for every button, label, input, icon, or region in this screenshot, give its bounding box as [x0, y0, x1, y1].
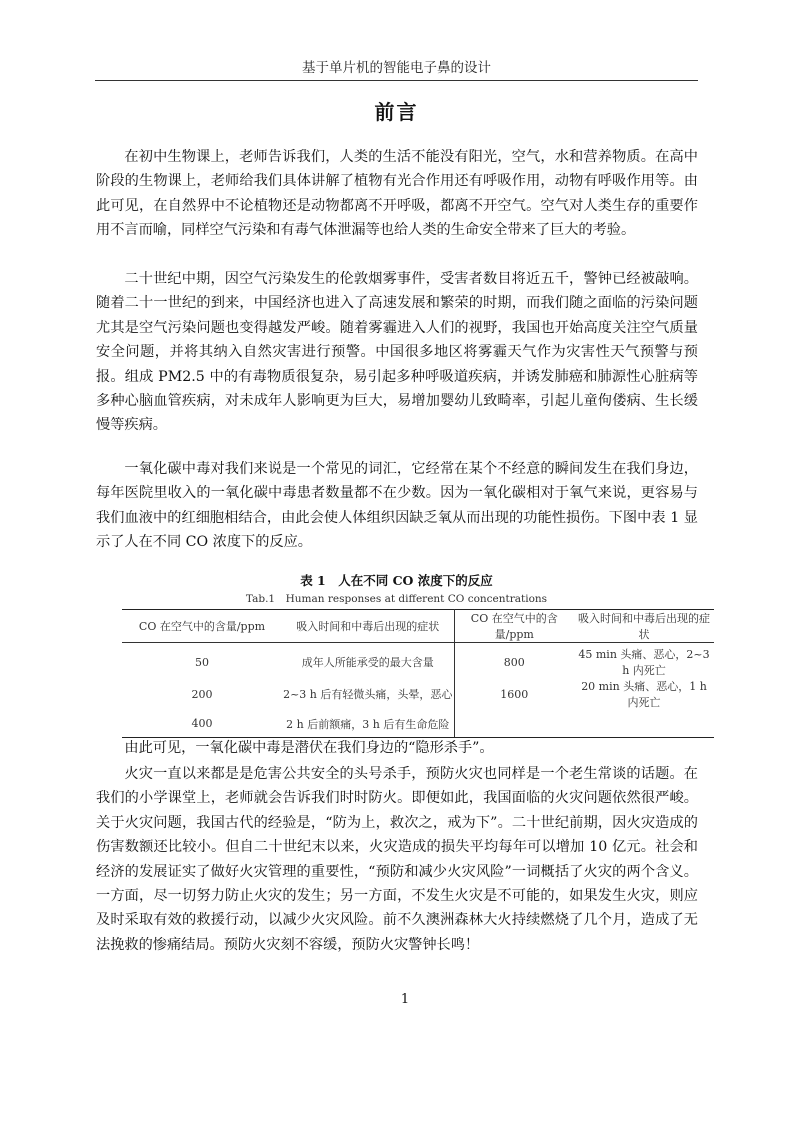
table-caption-en: Tab.1 Human responses at different CO concentrations — [245, 593, 548, 605]
header-symptoms-left: 吸入时间和中毒后出现的症状 — [282, 610, 454, 643]
table-cell: 2 h 后前额痛，3 h 后有生命危险 — [282, 710, 454, 738]
table-row — [122, 710, 714, 738]
paragraph-invisible-killer: 由此可见，一氧化碳中毒是潜伏在我们身边的“隐形杀手”。 — [124, 740, 494, 756]
co-response-table — [122, 609, 714, 738]
table-cell: 400 — [122, 710, 282, 738]
header-co-content-left: CO 在空气中的含量/ppm — [122, 610, 282, 643]
paragraph-air-pollution: 二十世纪中期，因空气污染发生的伦敦烟雾事件，受害者数目将近五千，警钟已经被敲响。随着二十一世纪的到来，中国经济也进入了高速发展和繁荣的时期，而我们随之面临的污染问题尤其是空气污染问题也变得越发严峻。随着雾霾进入人们的视野，我国也开始高度关注空气质量安全问题，并将其纳入自然灾害进行预警。中国很多地区将雾霾天气作为灾害性天气预警与预报。组成 PM2.5 中的有毒物质很复杂，易引起多种呼吸道疾病，并诱发肺癌和肺源性心脏病等多种心脑血管疾病，对未成年人影响更为巨大，易增加婴幼儿致畸率，引起儿童佝偻病、生长缓慢等疾病。 — [96, 271, 698, 434]
header-rule — [95, 80, 698, 81]
table-cell: 20 min 头痛、恶心，1 h 内死亡 — [581, 680, 707, 709]
table-cell: 2~3 h 后有轻微头痛，头晕，恶心 — [282, 678, 454, 710]
running-header: 基于单片机的智能电子鼻的设计 — [302, 60, 491, 76]
table-row — [122, 643, 714, 679]
table-header-row — [122, 610, 714, 643]
table-cell: 800 — [503, 655, 525, 669]
table-cell — [454, 710, 574, 738]
header-co-content-right: CO 在空气中的含量/ppm — [454, 610, 574, 643]
table-cell: 200 — [191, 687, 213, 701]
table-cell: 成年人所能承受的最大含量 — [282, 643, 454, 679]
header-symptoms-right: 吸入时间和中毒后出现的症状 — [574, 610, 714, 643]
table-row — [122, 678, 714, 710]
paragraph-fire-safety: 火灾一直以来都是是危害公共安全的头号杀手，预防火灾也同样是一个老生常谈的话题。在我们的小学课堂上，老师就会告诉我们时时防火。即便如此，我国面临的火灾问题依然很严峻。关于火灾问题，我国古代的经验是，“防为上，救次之，戒为下”。二十世纪前期，因火灾造成的伤害数额还比较小。但自二十世纪末以来，火灾造成的损失平均每年可以增加 10 亿元。社会和经济的发展证实了做好火灾管理的重要性，“预防和减少火灾风险”一词概括了火灾的两个含义。一方面，尽一切努力防止火灾的发生；另一方面，不发生火灾是不可能的，如果发生火灾，则应及时采取有效的救援行动，以减少火灾风险。前不久澳洲森林大火持续燃烧了几个月，造成了无法挽救的惨痛结局。预防火灾刻不容缓，预防火灾警钟长鸣！ — [96, 766, 698, 953]
section-title: 前言 — [374, 100, 419, 124]
page-number: 1 — [400, 992, 410, 1007]
table-cell: 1600 — [500, 687, 529, 701]
paragraph-co-poisoning: 一氧化碳中毒对我们来说是一个常见的词汇，它经常在某个不经意的瞬间发生在我们身边，每年医院里收入的一氧化碳中毒患者数量都不在少数。因为一氧化碳相对于氧气来说，更容易与我们血液中的红细胞相结合，由此会使人体组织因缺乏氧从而出现的功能性损伤。下图中表 1 显示了人在不同 CO 浓度下的反应。 — [96, 461, 698, 551]
table-cell: 45 min 头痛、恶心，2~3 h 内死亡 — [578, 648, 710, 677]
table-cell — [574, 710, 714, 738]
table-cell: 50 — [195, 655, 209, 669]
table-caption-cn: 表 1 人在不同 CO 浓度下的反应 — [300, 573, 493, 588]
paragraph-intro-biology: 在初中生物课上，老师告诉我们，人类的生活不能没有阳光，空气，水和营养物质。在高中阶段的生物课上，老师给我们具体讲解了植物有光合作用还有呼吸作用，动物有呼吸作用等。由此可见，在自然界中不论植物还是动物都离不开呼吸，都离不开空气。空气对人类生存的重要作用不言而喻，同样空气污染和有毒气体泄漏等也给人类的生命安全带来了巨大的考验。 — [96, 149, 698, 239]
